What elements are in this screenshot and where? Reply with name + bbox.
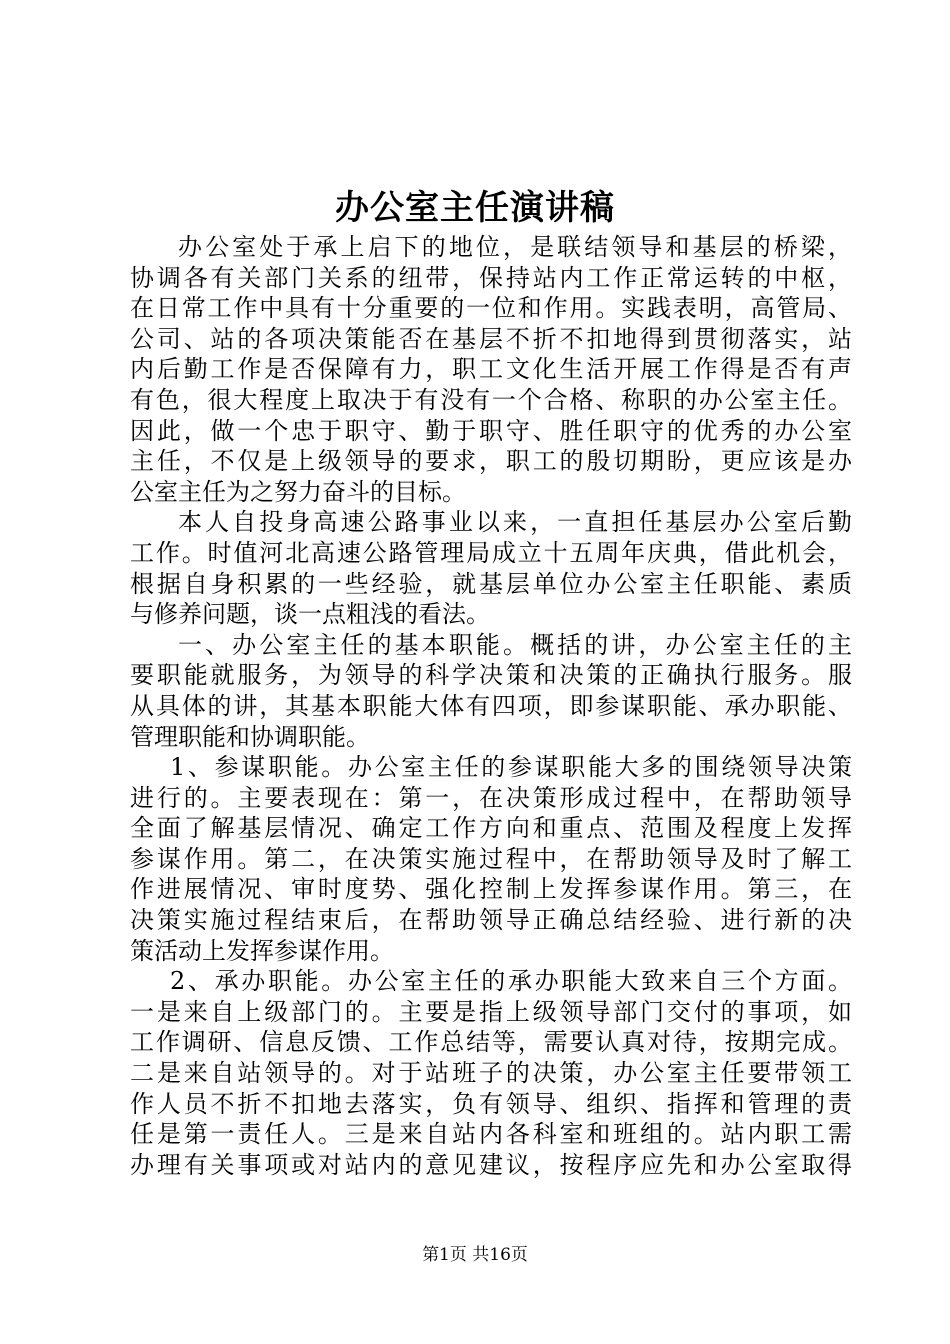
body-line: 本人自投身高速公路事业以来，一直担任基层办公室后勤 [178, 508, 852, 537]
body-line: 任是第一责任人。三是来自站内各科室和班组的。站内职工需 [130, 1120, 852, 1149]
body-line: 要职能就服务，为领导的科学决策和决策的正确执行服务。服 [130, 661, 852, 690]
body-line: 作人员不折不扣地去落实，负有领导、组织、指挥和管理的责 [130, 1089, 852, 1118]
body-line: 从具体的讲，其基本职能大体有四项，即参谋职能、承办职能、 [130, 691, 852, 720]
body-line: 全面了解基层情况、确定工作方向和重点、范围及程度上发挥 [130, 814, 852, 843]
body-line: 参谋作用。第二，在决策实施过程中，在帮助领导及时了解工 [130, 844, 852, 873]
body-line: 办理有关事项或对站内的意见建议，按程序应先和办公室取得 [130, 1150, 852, 1179]
body-line: 主任，不仅是上级领导的要求，职工的殷切期盼，更应该是办 [130, 447, 852, 476]
body-line: 1、参谋职能。办公室主任的参谋职能大多的围绕领导决策 [170, 753, 852, 782]
body-line: 办公室处于承上启下的地位，是联结领导和基层的桥梁， [178, 233, 852, 261]
body-line: 协调各有关部门关系的纽带，保持站内工作正常运转的中枢， [130, 263, 852, 292]
body-line: 工作。时值河北高速公路管理局成立十五周年庆典，借此机会， [130, 538, 852, 567]
body-line: 二是来自站领导的。对于站班子的决策，办公室主任要带领工 [130, 1059, 852, 1088]
document-body [130, 232, 852, 1180]
body-line: 公司、站的各项决策能否在基层不折不扣地得到贯彻落实，站 [130, 324, 852, 353]
body-line: 一、办公室主任的基本职能。概括的讲，办公室主任的主 [178, 630, 852, 659]
body-line: 有色，很大程度上取决于有没有一个合格、称职的办公室主任。 [130, 385, 852, 414]
body-line: 决策实施过程结束后，在帮助领导正确总结经验、进行新的决 [130, 906, 852, 935]
body-line: 作进展情况、审时度势、强化控制上发挥参谋作用。第三，在 [130, 875, 852, 904]
body-line: 一是来自上级部门的。主要是指上级领导部门交付的事项，如 [130, 997, 852, 1026]
page-footer: 第1页 共16页 [422, 1245, 528, 1265]
body-line: 公室主任为之努力奋斗的目标。 [130, 477, 466, 506]
body-line: 根据自身积累的一些经验，就基层单位办公室主任职能、素质 [130, 569, 852, 598]
document-title: 办公室主任演讲稿 [335, 188, 615, 228]
body-line: 管理职能和协调职能。 [130, 722, 370, 751]
body-line: 因此，做一个忠于职守、勤于职守、胜任职守的优秀的办公室 [130, 416, 852, 445]
body-line: 2、承办职能。办公室主任的承办职能大致来自三个方面。 [170, 967, 852, 996]
body-line: 进行的。主要表现在：第一，在决策形成过程中，在帮助领导 [130, 783, 852, 812]
body-line: 与修养问题，谈一点粗浅的看法。 [130, 600, 490, 629]
body-line: 策活动上发挥参谋作用。 [130, 936, 394, 965]
body-line: 工作调研、信息反馈、工作总结等，需要认真对待，按期完成。 [130, 1028, 852, 1057]
body-line: 在日常工作中具有十分重要的一位和作用。实践表明，高管局、 [130, 294, 852, 323]
body-line: 内后勤工作是否保障有力，职工文化生活开展工作得是否有声 [130, 355, 852, 384]
